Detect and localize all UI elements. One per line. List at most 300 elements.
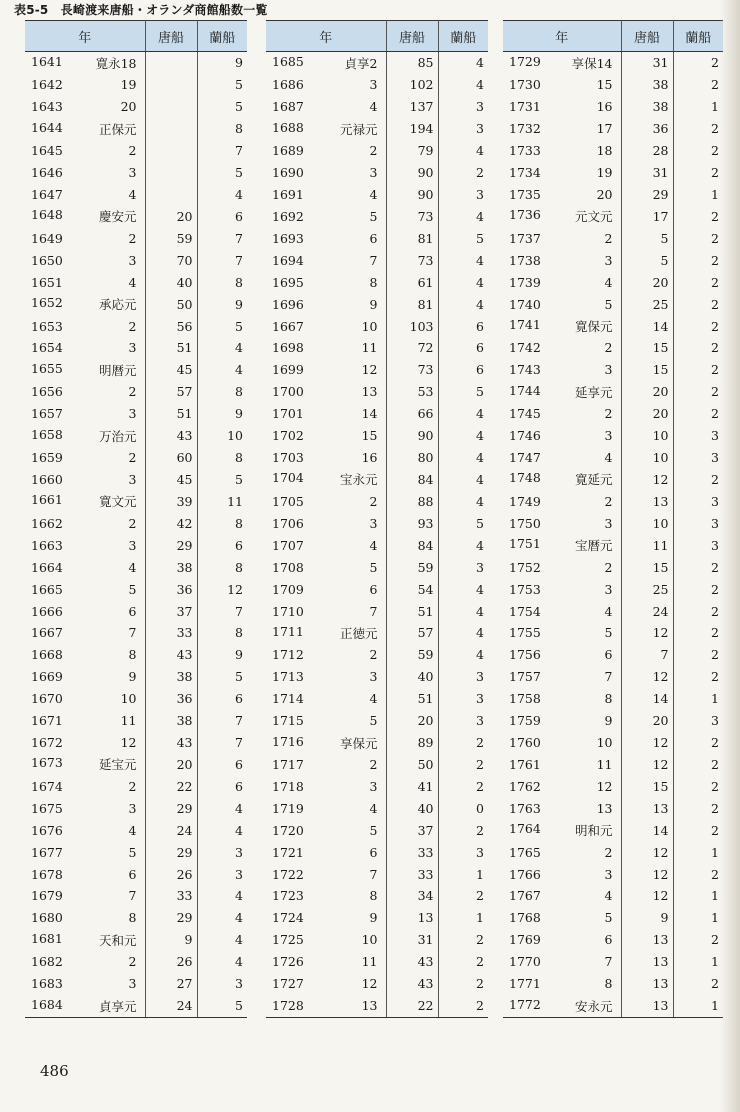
year-cell [266, 469, 386, 491]
year-cell [266, 74, 386, 96]
header-year: 年 [266, 21, 386, 52]
western-year: 1762 [509, 778, 541, 794]
ransen-count: 4 [476, 77, 484, 93]
year-cell [503, 271, 621, 293]
table-row [503, 249, 723, 271]
western-year: 1749 [509, 493, 541, 509]
ransen-count: 4 [235, 822, 243, 838]
western-year: 1642 [31, 77, 63, 93]
era-year: 3 [128, 800, 137, 816]
year-cell [266, 907, 386, 929]
year-cell [25, 359, 145, 381]
year-cell [25, 841, 145, 863]
table-row [25, 381, 247, 403]
era-year: 2 [128, 384, 137, 400]
year-cell [503, 184, 621, 206]
tosen-count: 40 [386, 797, 438, 819]
era-year: 6 [369, 581, 378, 597]
year-cell [266, 841, 386, 863]
ransen-count: 2 [711, 77, 719, 93]
era-year: 4 [369, 800, 378, 816]
tosen-count: 31 [386, 929, 438, 951]
ransen-count: 2 [711, 471, 719, 487]
western-year: 1663 [31, 537, 63, 553]
western-year: 1682 [31, 954, 63, 970]
western-year: 1726 [272, 954, 304, 970]
table-row [503, 622, 723, 644]
ransen-count: 12 [227, 581, 243, 597]
table-row [25, 754, 247, 776]
year-cell [266, 754, 386, 776]
ransen-count: 2 [711, 625, 719, 641]
table-row [266, 359, 488, 381]
western-year: 1709 [272, 581, 304, 597]
table-row [503, 666, 723, 688]
western-year: 1643 [31, 99, 63, 115]
ransen-count: 8 [235, 625, 243, 641]
table-row [266, 425, 488, 447]
ransen-count: 9 [235, 647, 243, 663]
era-year: 貞享2 [344, 55, 378, 71]
tosen-count: 29 [145, 907, 197, 929]
western-year: 1721 [272, 844, 304, 860]
tosen-count: 13 [621, 973, 673, 995]
ransen-count: 2 [711, 143, 719, 159]
western-year: 1707 [272, 537, 304, 553]
table-row [25, 249, 247, 271]
tosen-count: 12 [621, 863, 673, 885]
era-year: 明和元 [574, 823, 613, 839]
ransen-count: 1 [711, 910, 719, 926]
table-row [266, 74, 488, 96]
western-year: 1684 [31, 996, 63, 1012]
era-year: 11 [361, 954, 378, 970]
era-year: 3 [128, 340, 137, 356]
western-year: 1743 [509, 362, 541, 378]
ransen-count: 5 [235, 669, 243, 685]
tosen-count: 28 [621, 140, 673, 162]
year-cell [25, 622, 145, 644]
era-year: 5 [128, 581, 137, 597]
era-year: 10 [120, 691, 137, 707]
era-year: 8 [369, 888, 378, 904]
ransen-count: 6 [235, 537, 243, 553]
western-year: 1760 [509, 735, 541, 751]
western-year: 1712 [272, 647, 304, 663]
year-cell [25, 797, 145, 819]
western-year: 1648 [31, 207, 63, 223]
ransen-count: 4 [476, 471, 484, 487]
table-row [266, 52, 488, 74]
table-row [503, 885, 723, 907]
ransen-count: 4 [476, 450, 484, 466]
western-year: 1676 [31, 822, 63, 838]
table-row [266, 118, 488, 140]
table-row [503, 425, 723, 447]
western-year: 1645 [31, 143, 63, 159]
year-cell [503, 863, 621, 885]
tosen-count: 10 [621, 512, 673, 534]
western-year: 1687 [272, 99, 304, 115]
era-year: 3 [604, 581, 613, 597]
era-year: 3 [604, 362, 613, 378]
table-row [503, 841, 723, 863]
year-cell [25, 775, 145, 797]
ransen-count: 7 [235, 735, 243, 751]
era-year: 13 [361, 998, 378, 1014]
year-cell [25, 469, 145, 491]
table-row [25, 293, 247, 315]
year-cell [266, 337, 386, 359]
tosen-count: 38 [621, 96, 673, 118]
western-year: 1690 [272, 165, 304, 181]
western-year: 1678 [31, 866, 63, 882]
tosen-count: 26 [145, 863, 197, 885]
western-year: 1719 [272, 800, 304, 816]
tosen-count: 93 [386, 512, 438, 534]
western-year: 1672 [31, 735, 63, 751]
tosen-count: 102 [386, 74, 438, 96]
table-row [503, 490, 723, 512]
western-year: 1763 [509, 800, 541, 816]
table-row [503, 819, 723, 841]
ransen-count: 6 [476, 340, 484, 356]
tosen-count: 51 [145, 403, 197, 425]
table-row [266, 293, 488, 315]
ransen-count: 4 [476, 625, 484, 641]
tosen-count: 51 [386, 600, 438, 622]
table-row [266, 951, 488, 973]
ransen-count: 2 [476, 756, 484, 772]
tosen-count: 26 [145, 951, 197, 973]
tosen-count: 12 [621, 732, 673, 754]
tosen-count [145, 118, 197, 140]
tosen-count: 79 [386, 140, 438, 162]
ship-table-block-2 [266, 20, 488, 1018]
western-year: 1666 [31, 603, 63, 619]
era-year: 7 [604, 954, 613, 970]
tosen-count: 13 [621, 490, 673, 512]
table-row [266, 534, 488, 556]
table-row [25, 162, 247, 184]
western-year: 1729 [509, 53, 541, 69]
ransen-count: 2 [476, 165, 484, 181]
western-year: 1655 [31, 360, 63, 376]
year-cell [503, 490, 621, 512]
table-row [25, 534, 247, 556]
ransen-count: 5 [476, 384, 484, 400]
year-cell [503, 381, 621, 403]
era-year: 正徳元 [339, 625, 378, 641]
year-cell [25, 227, 145, 249]
ransen-count: 3 [235, 844, 243, 860]
ransen-count: 2 [711, 581, 719, 597]
tosen-count: 70 [145, 249, 197, 271]
era-year: 19 [596, 165, 613, 181]
year-cell [25, 995, 145, 1018]
ransen-count: 2 [711, 252, 719, 268]
era-year: 3 [128, 976, 137, 992]
table-row [503, 578, 723, 600]
ransen-count: 8 [235, 384, 243, 400]
year-cell [25, 644, 145, 666]
year-cell [503, 96, 621, 118]
western-year: 1746 [509, 428, 541, 444]
table-row [266, 556, 488, 578]
era-year: 5 [369, 559, 378, 575]
tosen-count: 73 [386, 249, 438, 271]
ransen-count: 2 [711, 340, 719, 356]
year-cell [266, 403, 386, 425]
table-row [503, 775, 723, 797]
tosen-count: 29 [145, 534, 197, 556]
western-year: 1716 [272, 733, 304, 749]
year-cell [503, 797, 621, 819]
era-year: 延享元 [574, 384, 613, 400]
table-row [503, 381, 723, 403]
ransen-count: 2 [711, 406, 719, 422]
western-year: 1770 [509, 954, 541, 970]
ransen-count: 7 [235, 603, 243, 619]
year-cell [503, 973, 621, 995]
tosen-count: 20 [621, 271, 673, 293]
ship-table-block-3 [503, 20, 723, 1018]
tosen-count [145, 96, 197, 118]
table-row [25, 885, 247, 907]
western-year: 1647 [31, 186, 63, 202]
era-year: 3 [369, 77, 378, 93]
ransen-count: 2 [711, 735, 719, 751]
ransen-count: 1 [673, 995, 723, 1018]
tosen-count: 5 [621, 227, 673, 249]
ransen-count: 4 [476, 274, 484, 290]
western-year: 1715 [272, 713, 304, 729]
tosen-count [145, 162, 197, 184]
western-year: 1673 [31, 755, 63, 771]
era-year: 6 [369, 844, 378, 860]
tosen-count: 29 [621, 184, 673, 206]
era-year: 9 [369, 910, 378, 926]
table-row [25, 227, 247, 249]
table-row [503, 995, 723, 1018]
western-year: 1693 [272, 230, 304, 246]
ransen-count: 2 [711, 669, 719, 685]
tosen-count: 7 [621, 644, 673, 666]
era-year: 4 [604, 888, 613, 904]
ransen-count: 7 [235, 230, 243, 246]
era-year: 8 [128, 647, 137, 663]
western-year: 1652 [31, 295, 63, 311]
year-cell [25, 490, 145, 512]
table-row [25, 315, 247, 337]
year-cell [503, 447, 621, 469]
tosen-count: 13 [621, 797, 673, 819]
tosen-count: 33 [386, 863, 438, 885]
ransen-count: 2 [711, 362, 719, 378]
era-year: 5 [369, 208, 378, 224]
year-cell [25, 249, 145, 271]
western-year: 1665 [31, 581, 63, 597]
ransen-count: 2 [711, 932, 719, 948]
western-year: 1753 [509, 581, 541, 597]
western-year: 1737 [509, 230, 541, 246]
western-year: 1649 [31, 230, 63, 246]
western-year: 1670 [31, 691, 63, 707]
year-cell [503, 359, 621, 381]
table-row [503, 688, 723, 710]
table-row [503, 162, 723, 184]
western-year: 1679 [31, 888, 63, 904]
year-cell [266, 293, 386, 315]
ransen-count: 3 [711, 537, 719, 553]
table-row [503, 951, 723, 973]
year-cell [503, 775, 621, 797]
era-year: 3 [604, 252, 613, 268]
era-year: 慶安元 [98, 209, 137, 225]
table-row [503, 534, 723, 556]
era-year: 6 [604, 932, 613, 948]
table-row [25, 578, 247, 600]
era-year: 2 [369, 647, 378, 663]
tosen-count: 20 [386, 710, 438, 732]
tosen-count: 72 [386, 337, 438, 359]
era-year: 4 [369, 186, 378, 202]
ransen-count: 11 [227, 493, 243, 509]
era-year: 7 [369, 866, 378, 882]
ransen-count: 4 [235, 888, 243, 904]
ransen-count: 2 [711, 756, 719, 772]
tosen-count: 36 [145, 578, 197, 600]
era-year: 8 [128, 910, 137, 926]
table-row [25, 841, 247, 863]
tosen-count: 90 [386, 162, 438, 184]
tosen-count: 22 [386, 995, 438, 1018]
ransen-count: 5 [476, 515, 484, 531]
tosen-count: 10 [621, 447, 673, 469]
year-cell [25, 578, 145, 600]
western-year: 1755 [509, 625, 541, 641]
era-year: 12 [120, 735, 137, 751]
era-year: 4 [604, 603, 613, 619]
year-cell [266, 490, 386, 512]
ransen-count: 9 [235, 55, 243, 71]
ransen-count: 9 [235, 406, 243, 422]
western-year: 1658 [31, 426, 63, 442]
year-cell [503, 754, 621, 776]
ransen-count: 1 [711, 844, 719, 860]
tosen-count: 12 [621, 622, 673, 644]
tosen-count: 33 [145, 885, 197, 907]
ransen-count: 4 [476, 143, 484, 159]
page-edge-shadow [720, 0, 740, 1112]
western-year: 1768 [509, 910, 541, 926]
western-year: 1646 [31, 165, 63, 181]
era-year: 9 [369, 296, 378, 312]
era-year: 4 [128, 186, 137, 202]
era-year: 正保元 [98, 121, 137, 137]
western-year: 1686 [272, 77, 304, 93]
tosen-count: 22 [145, 775, 197, 797]
tosen-count: 40 [386, 666, 438, 688]
tosen-count: 15 [621, 359, 673, 381]
year-cell [266, 425, 386, 447]
table-row [266, 337, 488, 359]
year-cell [266, 885, 386, 907]
western-year: 1671 [31, 713, 63, 729]
table-row [503, 447, 723, 469]
ransen-count: 2 [711, 800, 719, 816]
western-year: 1730 [509, 77, 541, 93]
era-year: 5 [369, 822, 378, 838]
year-cell [503, 249, 621, 271]
era-year: 16 [596, 99, 613, 115]
era-year: 2 [128, 450, 137, 466]
tosen-count: 57 [145, 381, 197, 403]
ransen-count: 4 [476, 581, 484, 597]
era-year: 18 [596, 143, 613, 159]
era-year: 承応元 [98, 297, 137, 313]
tosen-count: 43 [145, 425, 197, 447]
western-year: 1745 [509, 406, 541, 422]
ransen-count: 4 [476, 647, 484, 663]
year-cell [266, 140, 386, 162]
year-cell [266, 534, 386, 556]
era-year: 4 [369, 691, 378, 707]
era-year: 9 [128, 669, 137, 685]
year-cell [25, 556, 145, 578]
western-year: 1740 [509, 296, 541, 312]
table-row [25, 512, 247, 534]
ransen-count: 6 [235, 691, 243, 707]
tosen-count: 59 [386, 644, 438, 666]
ransen-count: 3 [476, 121, 484, 137]
year-cell [266, 995, 386, 1018]
table-row [266, 447, 488, 469]
tosen-count: 31 [621, 52, 673, 74]
western-year: 1702 [272, 428, 304, 444]
table-row [266, 381, 488, 403]
era-year: 2 [604, 230, 613, 246]
ransen-count: 5 [235, 77, 243, 93]
year-cell [25, 205, 145, 227]
tosen-count: 34 [386, 885, 438, 907]
western-year: 1767 [509, 888, 541, 904]
ship-table-block-1 [25, 20, 247, 1018]
era-year: 天和元 [98, 932, 137, 948]
table-row [266, 600, 488, 622]
table-row [503, 271, 723, 293]
western-year: 1708 [272, 559, 304, 575]
western-year: 1710 [272, 603, 304, 619]
table-row [25, 666, 247, 688]
western-year: 1769 [509, 932, 541, 948]
year-cell [266, 644, 386, 666]
table-row [25, 359, 247, 381]
table-row [25, 688, 247, 710]
era-year: 元文元 [574, 209, 613, 225]
ransen-count: 2 [438, 995, 488, 1018]
table-row [25, 797, 247, 819]
western-year: 1759 [509, 713, 541, 729]
ransen-count: 7 [235, 143, 243, 159]
tosen-count: 14 [621, 819, 673, 841]
table-row [25, 600, 247, 622]
tosen-count: 33 [145, 622, 197, 644]
ransen-count: 4 [476, 406, 484, 422]
era-year: 5 [604, 296, 613, 312]
ransen-count: 5 [235, 165, 243, 181]
year-cell [266, 249, 386, 271]
